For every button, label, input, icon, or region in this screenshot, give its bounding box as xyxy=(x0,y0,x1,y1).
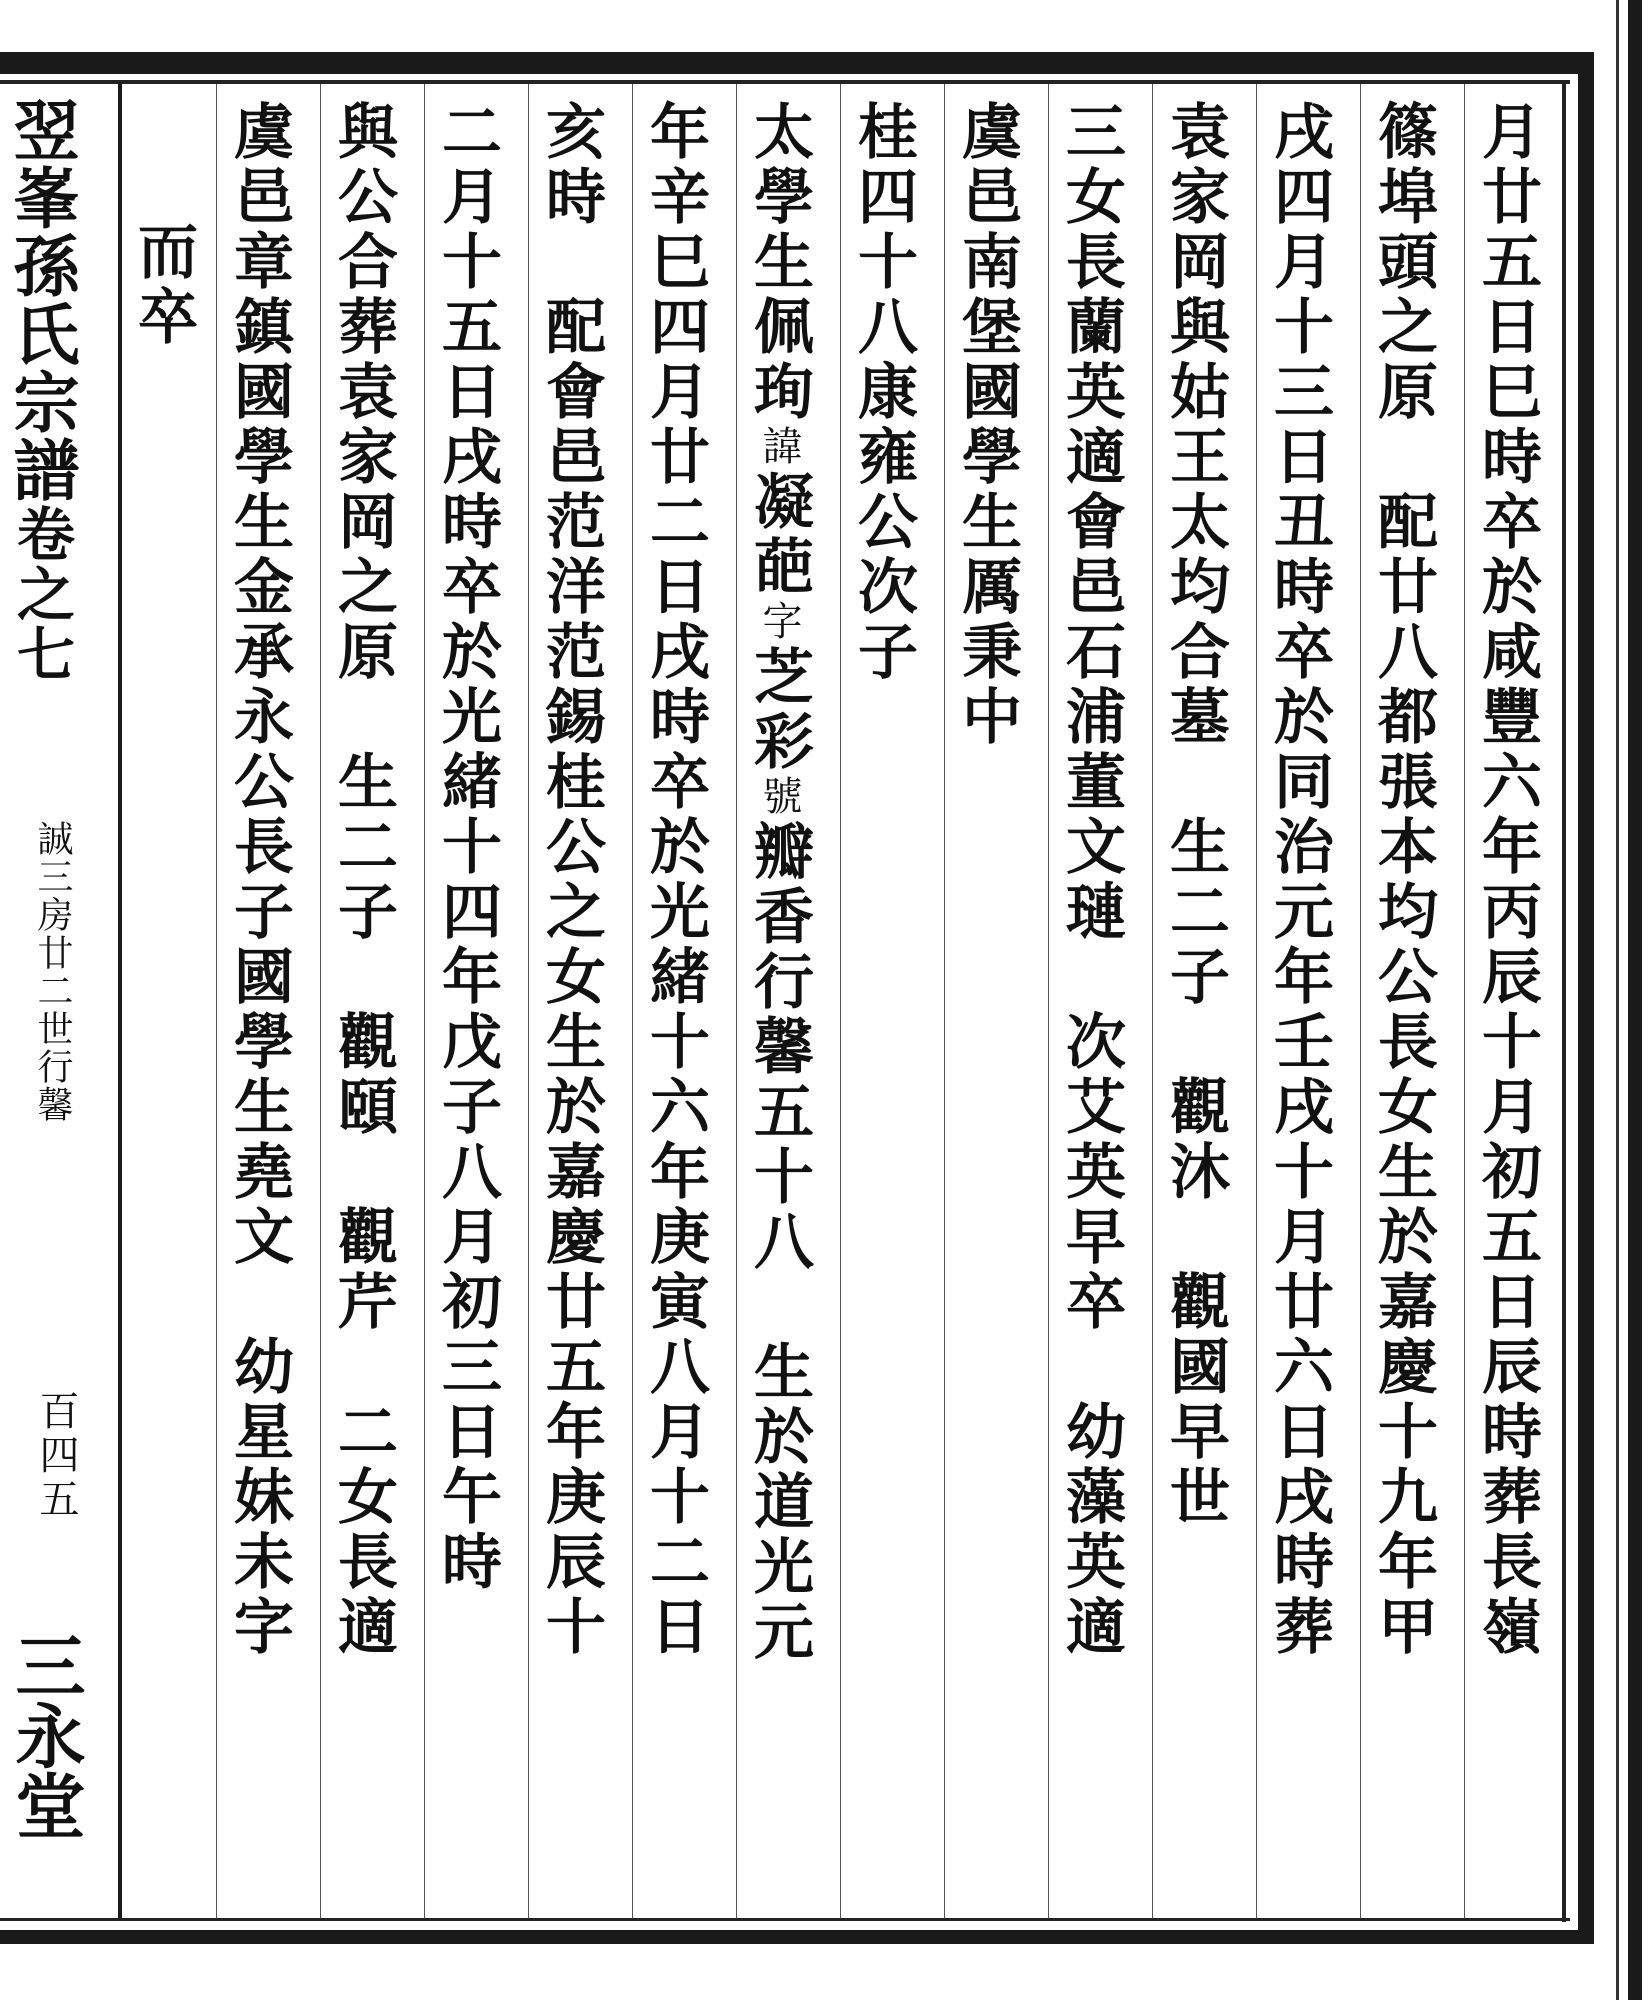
column-rule xyxy=(736,84,737,1918)
column-rule xyxy=(1360,84,1361,1918)
column-rule xyxy=(216,84,217,1918)
column-rule xyxy=(1464,84,1465,1918)
frame-right-inner xyxy=(1562,80,1566,1922)
text-column-10: 亥時 配會邑范洋范錫桂公之女生於嘉慶廿五年庚辰十 xyxy=(536,100,606,1660)
annotation-small: 字 xyxy=(756,600,802,645)
column-rule xyxy=(528,84,529,1918)
frame-top-inner xyxy=(0,80,1570,84)
annotation-small: 號 xyxy=(756,775,802,820)
frame-right xyxy=(1578,52,1594,1944)
column-rule xyxy=(1256,84,1257,1918)
volume-label: 卷之七 xyxy=(7,504,75,684)
page-number: 百四五 xyxy=(33,1390,79,1522)
frame-bottom xyxy=(0,1930,1592,1944)
column-rule xyxy=(1048,84,1049,1918)
text-column-9: 年辛巳四月廿二日戌時卒於光緒十六年庚寅八月十二日 xyxy=(640,100,710,1660)
name-main: 凝葩 xyxy=(744,470,814,600)
text-column-13: 虞邑章鎮國學生金承永公長子國學生堯文 幼星妹未字 xyxy=(224,100,294,1660)
name-main: 芝彩 xyxy=(744,645,814,775)
text-column-4: 袁家岡與姑王太均合墓 生二子 觀沐 觀國早世 xyxy=(1160,100,1230,1530)
name-main: 太學生佩珣 xyxy=(744,100,814,425)
text-column-12: 與公合葬袁家岡之原 生二子 觀頤 觀芹 二女長適 xyxy=(328,100,398,1660)
text-column-8 xyxy=(744,100,814,1665)
name-main: 瓣香行馨五十八 生於道光元 xyxy=(744,820,814,1665)
column-rule xyxy=(320,84,321,1918)
frame-bottom-inner xyxy=(0,1918,1570,1921)
text-column-5: 三女長蘭英適會邑石浦董文璉 次艾英早卒 幼藻英適 xyxy=(1056,100,1126,1660)
text-column-11: 二月十五日戌時卒於光緒十四年戊子八月初三日午時 xyxy=(432,100,502,1595)
text-column-14: 而卒 xyxy=(128,220,198,350)
page-edge xyxy=(1628,0,1642,2000)
text-column-1: 月廿五日巳時卒於咸豐六年丙辰十月初五日辰時葬長嶺 xyxy=(1472,100,1542,1660)
section-label: 誠三房廿二世行馨 xyxy=(32,820,73,1124)
column-rule xyxy=(840,84,841,1918)
text-column-6: 虞邑南堡國學生厲秉中 xyxy=(952,100,1022,750)
column-rule xyxy=(1152,84,1153,1918)
hall-name: 三永堂 xyxy=(4,1630,87,1840)
column-rule xyxy=(424,84,425,1918)
text-column-3: 戌四月十三日丑時卒於同治元年壬戌十月廿六日戌時葬 xyxy=(1264,100,1334,1660)
frame-top xyxy=(0,52,1592,74)
text-column-7: 桂四十八康雍公次子 xyxy=(848,100,918,685)
text-column-2: 篠埠頭之原 配廿八都張本均公長女生於嘉慶十九年甲 xyxy=(1368,100,1438,1660)
page-edge-thin xyxy=(1616,0,1619,2000)
annotation-small: 諱 xyxy=(756,425,802,470)
column-rule xyxy=(944,84,945,1918)
gutter-line xyxy=(118,84,122,1918)
book-title: 翌峯孫氏宗譜卷之七 xyxy=(2,96,80,684)
column-rule xyxy=(632,84,633,1918)
